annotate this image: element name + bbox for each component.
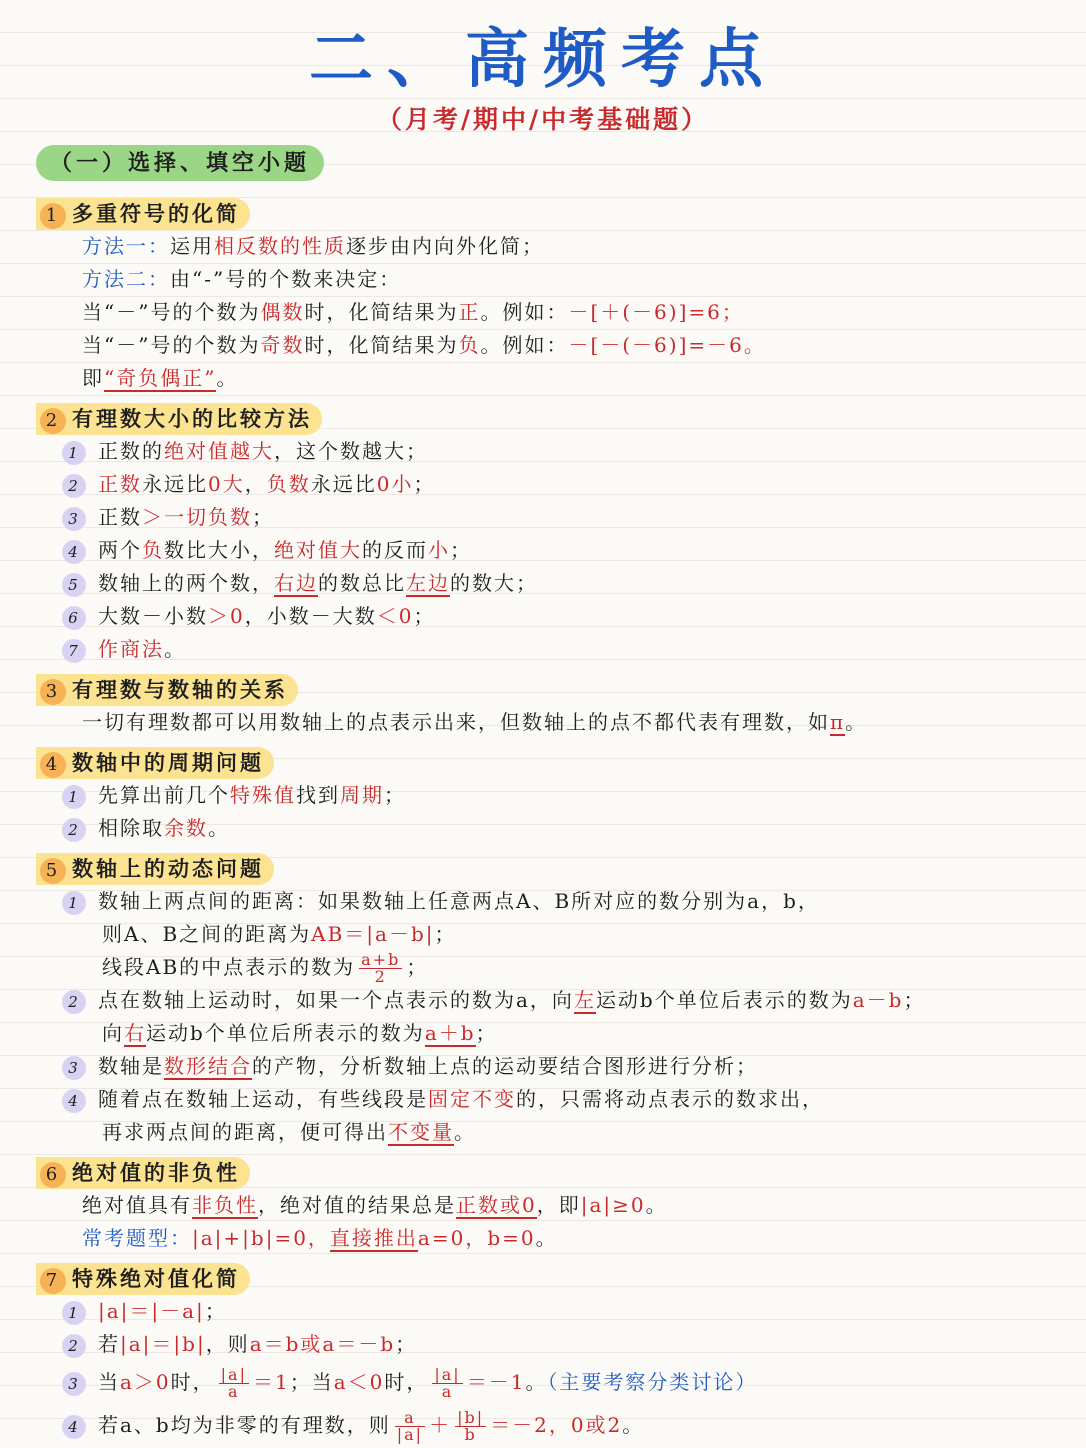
method-1-line (0, 230, 1086, 263)
numerator: |a| (434, 1365, 461, 1384)
text: 当“－”号的个数为 (82, 333, 261, 357)
paragraph (0, 706, 1086, 739)
topic-title: 有理数大小的比较方法 (72, 406, 312, 431)
list-item (0, 1328, 1086, 1361)
list-item-continued (0, 1116, 1086, 1149)
item-number: 2 (62, 990, 86, 1014)
text: ； (384, 783, 406, 807)
denominator: b (464, 1425, 477, 1444)
note: （主要考察分类讨论） (547, 1370, 758, 1394)
text: 向 (102, 1021, 124, 1045)
text: ；当 (289, 1370, 334, 1394)
text: 再求两点间的距离，便可得出 (102, 1120, 388, 1144)
text: ； (252, 505, 274, 529)
mnemonic-line (0, 362, 1086, 395)
topic-7-heading (36, 1263, 250, 1295)
text: 的数总比 (318, 571, 406, 595)
highlight: 特殊值 (230, 783, 296, 807)
numerator: a+b (361, 950, 401, 969)
text: 的产物，分析数轴上点的运动要结合图形进行分析； (252, 1054, 758, 1078)
item-number: 3 (62, 1056, 86, 1080)
text: 。 (622, 1413, 645, 1437)
text: 绝对值具有 (82, 1193, 192, 1217)
text: 。 (525, 1370, 548, 1394)
text: 线段AB的中点表示的数为 (102, 955, 356, 979)
item-number: 4 (62, 540, 86, 564)
text: ，即 (536, 1193, 581, 1217)
item-number: 1 (62, 891, 86, 915)
topic-title: 数轴中的周期问题 (72, 750, 264, 775)
highlight: 负数 (266, 472, 311, 496)
topic-4-heading (36, 747, 274, 779)
highlight: 小 (428, 538, 450, 562)
fraction-abs-b-over-b (455, 1410, 486, 1443)
text: ， (244, 472, 267, 496)
highlight: 奇数 (260, 333, 305, 357)
highlight: 作商法 (98, 637, 164, 661)
text: ； (450, 538, 472, 562)
list-item (0, 984, 1086, 1017)
text: 先算出前几个 (98, 783, 230, 807)
topic-1-heading (36, 198, 250, 230)
list-item (0, 885, 1086, 918)
text: 由“-”号的个数来决定： (170, 267, 402, 291)
page-title: 二、高频考点 (309, 22, 777, 97)
item-number: 3 (62, 507, 86, 531)
highlight: 周期 (340, 783, 384, 807)
item-number: 1 (62, 441, 86, 465)
text: 数轴上的两个数， (98, 571, 274, 595)
even-rule-line (0, 296, 1086, 329)
item-number: 1 (62, 1301, 86, 1325)
highlight: ＞一切 (142, 505, 208, 529)
highlight: 0大 (208, 472, 245, 496)
formula: ＝－2，0或2 (490, 1413, 623, 1437)
list-item (0, 534, 1086, 567)
label: 常考题型： (82, 1226, 192, 1250)
item-number: 1 (62, 785, 86, 809)
midpoint-fraction (359, 952, 402, 985)
list-item (0, 600, 1086, 633)
list-item (0, 435, 1086, 468)
abs-fraction (219, 1367, 249, 1400)
formula: a－b (852, 988, 904, 1012)
item-number: 6 (62, 606, 86, 630)
text: ； (413, 604, 436, 628)
text: 相除取 (98, 816, 164, 840)
method-label: 方法二： (82, 267, 170, 291)
text: 正数的 (98, 439, 164, 463)
topic-number: 3 (40, 679, 66, 705)
list-item-continued (0, 1017, 1086, 1050)
text: 正数 (98, 505, 142, 529)
item-number: 4 (62, 1415, 86, 1439)
text: 逐步由内向外化简； (346, 234, 544, 258)
text: 当“－”号的个数为 (82, 300, 261, 324)
highlight: 余数 (164, 816, 208, 840)
text: 。 (535, 1226, 558, 1250)
text: 数轴上两点间的距离：如果数轴上任意两点A、B所对应的数分别为a，b， (98, 889, 820, 913)
topic-number: 1 (40, 203, 66, 229)
topic-title: 多重符号的化简 (72, 201, 240, 226)
highlight: 绝对值大 (274, 538, 362, 562)
highlight: 负 (458, 333, 481, 357)
text: 随着点在数轴上运动，有些线段是 (98, 1087, 428, 1111)
abs-fraction (432, 1367, 462, 1400)
operator: ＋ (429, 1413, 452, 1437)
text: 数比大小， (164, 538, 274, 562)
list-item (0, 501, 1086, 534)
example: －[＋(－6)]=6； (568, 300, 744, 324)
list-item (0, 1295, 1086, 1328)
text: ，这个数越大； (274, 439, 428, 463)
highlight: 正数或0 (456, 1193, 537, 1217)
highlight: 绝对值越大 (164, 439, 274, 463)
formula: |a|＝|－a| (98, 1299, 205, 1323)
denominator: a (228, 1382, 240, 1401)
list-item (0, 1403, 1086, 1447)
numerator: |b| (457, 1408, 485, 1427)
highlight: 正 (458, 300, 481, 324)
list-item (0, 1361, 1086, 1403)
topic-number: 5 (40, 858, 66, 884)
text: ； (406, 955, 429, 979)
topic-title: 数轴上的动态问题 (72, 856, 264, 881)
text: 运动b个单位后所表示的数为 (146, 1021, 425, 1045)
list-item (0, 812, 1086, 845)
text: 一切有理数都可以用数轴上的点表示出来，但数轴上的点不都代表有理数，如 (82, 710, 830, 734)
topic-3-heading (36, 674, 298, 706)
highlight: 非负性 (192, 1193, 258, 1217)
content (0, 190, 1086, 1447)
formula: ＝1 (252, 1370, 290, 1394)
text: 永远比 (310, 472, 377, 496)
text: 时，化简结果为 (304, 300, 459, 324)
text: 即 (82, 366, 104, 390)
highlight: 数形结合 (164, 1054, 252, 1078)
topic-number: 6 (40, 1162, 66, 1188)
text: 的反而 (362, 538, 428, 562)
text: 永远比 (142, 472, 208, 496)
numerator: a (395, 1410, 425, 1427)
odd-rule-line (0, 329, 1086, 362)
list-item-continued (0, 951, 1086, 984)
method-label: 方法一： (82, 234, 170, 258)
highlight: 0小 (376, 472, 414, 496)
text: ； (413, 472, 436, 496)
denominator: a (441, 1382, 454, 1401)
text: 的数大； (450, 571, 538, 595)
highlight: 右边 (274, 571, 318, 595)
highlight: 左边 (406, 571, 450, 595)
highlight: 左 (573, 988, 596, 1012)
topic-title: 特殊绝对值化简 (72, 1266, 240, 1291)
highlight: 正数 (98, 472, 142, 496)
paragraph (0, 1189, 1086, 1222)
text: ； (434, 922, 457, 946)
text: 。 (645, 1193, 668, 1217)
text: ，则 (205, 1332, 250, 1356)
text: 时， (384, 1370, 429, 1394)
item-number: 2 (62, 1334, 86, 1358)
text: 的，只需将动点表示的数求出， (516, 1087, 824, 1111)
formula: |a|+|b|=0， (192, 1226, 330, 1250)
item-number: 5 (62, 573, 86, 597)
highlight: 固定不变 (428, 1087, 516, 1111)
text: 时， (170, 1370, 215, 1394)
list-item (0, 1050, 1086, 1083)
text: ； (475, 1021, 498, 1045)
text: 。例如： (480, 300, 569, 324)
text: 找到 (296, 783, 340, 807)
text: ，绝对值的结果总是 (258, 1193, 456, 1217)
text: 大数－小数 (98, 604, 208, 628)
fraction-a-over-abs-a (395, 1410, 425, 1443)
formula: a＜0 (333, 1370, 385, 1394)
denominator: 2 (374, 967, 387, 986)
example: －[－(－6)]=－6。 (568, 333, 766, 357)
text: 点在数轴上运动时，如果一个点表示的数为a，向 (98, 988, 574, 1012)
text: 若 (98, 1332, 120, 1356)
text: 。 (216, 366, 239, 390)
topic-5-heading (36, 853, 274, 885)
list-item-continued (0, 918, 1086, 951)
text: 。例如： (480, 333, 569, 357)
text: 两个 (98, 538, 142, 562)
text: 则A、B之间的距离为 (102, 922, 312, 946)
highlight: 负数 (208, 505, 252, 529)
text: ； (395, 1332, 418, 1356)
list-item (0, 468, 1086, 501)
formula: a＞0 (120, 1370, 171, 1394)
text: 。 (454, 1120, 476, 1144)
list-item (0, 1083, 1086, 1116)
item-number: 2 (62, 474, 86, 498)
text: ，小数－大数 (244, 604, 377, 628)
text: 运动b个单位后表示的数为 (595, 988, 853, 1012)
highlight: 偶数 (260, 300, 305, 324)
highlight: π (830, 710, 846, 734)
text: 当 (98, 1370, 120, 1394)
item-number: 2 (62, 818, 86, 842)
topic-number: 7 (40, 1268, 66, 1294)
item-number: 4 (62, 1089, 86, 1113)
text: ； (903, 988, 926, 1012)
text: 。 (845, 710, 868, 734)
method-2-line (0, 263, 1086, 296)
text: 数轴是 (98, 1054, 164, 1078)
paragraph (0, 1222, 1086, 1255)
item-number: 7 (62, 639, 86, 663)
topic-title: 有理数与数轴的关系 (72, 677, 288, 702)
topic-2-heading (36, 403, 322, 435)
formula: a＋b (424, 1021, 476, 1045)
item-number: 3 (62, 1372, 86, 1396)
topic-6-heading (36, 1157, 250, 1189)
highlight: 直接推出 (329, 1226, 418, 1250)
list-item (0, 567, 1086, 600)
section-tag: （一）选择、填空小题 (36, 145, 324, 181)
text: 。 (164, 637, 186, 661)
topic-number: 4 (40, 752, 66, 778)
highlight: ＞0 (208, 604, 245, 628)
highlight: 右 (124, 1021, 146, 1045)
highlight: 不变量 (388, 1120, 454, 1144)
topic-title: 绝对值的非负性 (72, 1160, 240, 1185)
text: 。 (208, 816, 230, 840)
highlight: “奇负偶正” (104, 366, 217, 390)
numerator: |a| (220, 1365, 247, 1384)
highlight: ＜0 (376, 604, 414, 628)
page-subtitle: （月考/期中/中考基础题） (376, 105, 710, 134)
denominator: |a| (396, 1425, 424, 1444)
text: 时，化简结果为 (304, 333, 459, 357)
text: 运用 (170, 234, 214, 258)
text: 若a、b均为非零的有理数，则 (98, 1413, 391, 1437)
highlight: 负 (142, 538, 164, 562)
text: ； (204, 1299, 227, 1323)
formula: ＝－1 (466, 1370, 526, 1394)
formula: |a|≥0 (580, 1193, 646, 1217)
formula: |a|＝|b| (120, 1332, 206, 1356)
formula: a＝b或a＝－b (249, 1332, 396, 1356)
list-item (0, 633, 1086, 666)
list-item (0, 779, 1086, 812)
formula: AB＝|a－b| (311, 922, 435, 946)
topic-number: 2 (40, 408, 66, 434)
formula: a=0，b=0 (417, 1226, 536, 1250)
highlight: 相反数的性质 (214, 234, 346, 258)
